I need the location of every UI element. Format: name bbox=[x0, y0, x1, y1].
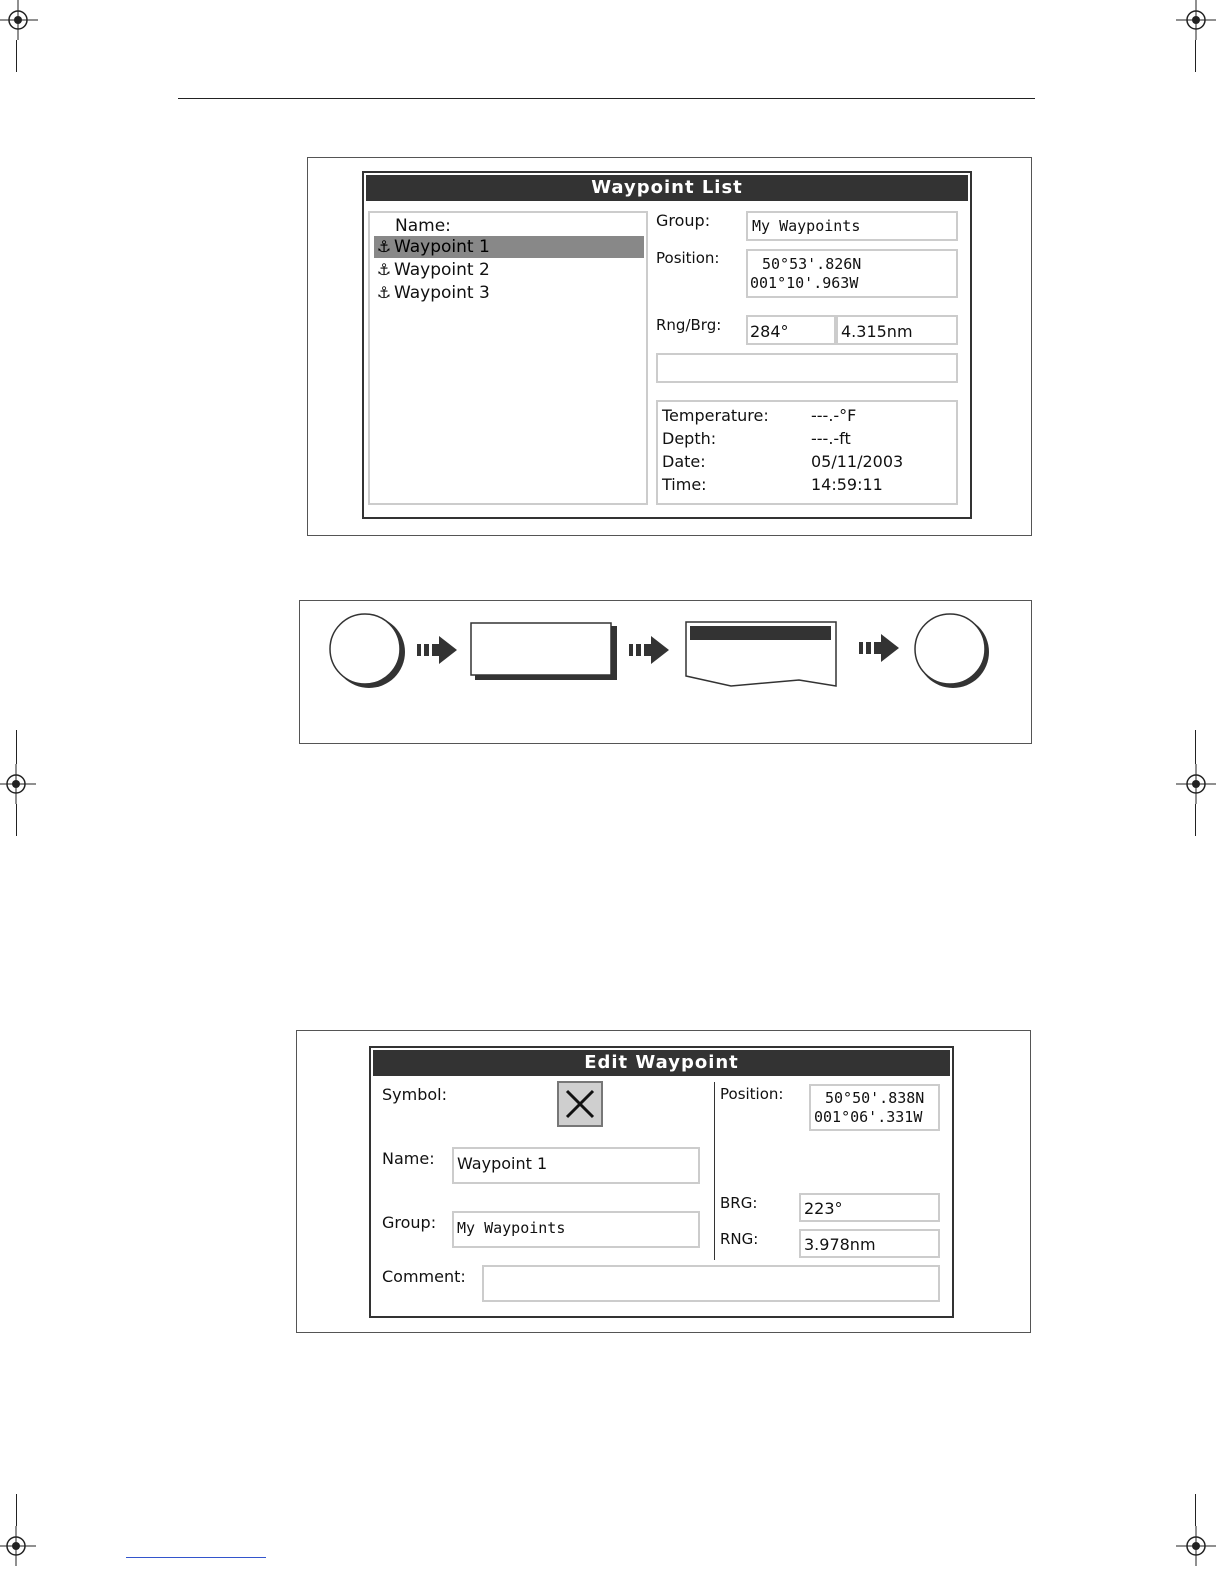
registration-mark-icon bbox=[0, 764, 36, 804]
anchor-icon: ⚓ bbox=[376, 237, 392, 256]
registration-mark-icon bbox=[1176, 1526, 1216, 1566]
comment-field[interactable] bbox=[482, 1265, 940, 1302]
bearing-label: BRG: bbox=[720, 1194, 758, 1212]
range-label: RNG: bbox=[720, 1230, 759, 1248]
range-value: 4.315nm bbox=[841, 322, 913, 341]
bearing-field[interactable] bbox=[746, 315, 836, 345]
header-rule bbox=[178, 98, 1035, 99]
symbol-button[interactable] bbox=[557, 1081, 603, 1127]
menu-dialog-icon bbox=[686, 622, 836, 686]
position-longitude: 001°10'.963W bbox=[750, 274, 859, 292]
flow-diagram bbox=[299, 600, 1032, 744]
registration-mark-icon bbox=[1176, 0, 1216, 40]
group-label: Group: bbox=[656, 211, 711, 230]
position-field[interactable] bbox=[746, 249, 958, 298]
position-field[interactable] bbox=[809, 1084, 940, 1131]
date-value: 05/11/2003 bbox=[811, 452, 904, 471]
depth-label: Depth: bbox=[662, 429, 717, 448]
name-field[interactable] bbox=[452, 1147, 700, 1184]
crop-line bbox=[1195, 804, 1196, 836]
list-item-label: Waypoint 2 bbox=[394, 260, 490, 280]
arrow-right-icon bbox=[629, 636, 669, 664]
dialog-title: Edit Waypoint bbox=[373, 1050, 950, 1076]
position-longitude: 001°06'.331W bbox=[814, 1108, 923, 1126]
bearing-value: 223° bbox=[804, 1199, 843, 1218]
position-latitude: 50°50'.838N bbox=[825, 1089, 925, 1107]
group-value: My Waypoints bbox=[752, 217, 861, 235]
temperature-label: Temperature: bbox=[662, 406, 769, 425]
x-symbol-icon bbox=[559, 1083, 601, 1125]
column-divider bbox=[714, 1082, 715, 1260]
bearing-value: 284° bbox=[750, 322, 789, 341]
crop-line bbox=[16, 804, 17, 836]
group-label: Group: bbox=[382, 1213, 437, 1232]
time-label: Time: bbox=[662, 475, 707, 494]
edit-waypoint-dialog bbox=[369, 1046, 954, 1318]
list-item[interactable] bbox=[374, 259, 644, 281]
comment-field[interactable] bbox=[656, 353, 958, 383]
registration-mark-icon bbox=[1176, 764, 1216, 804]
name-value: Waypoint 1 bbox=[457, 1154, 548, 1173]
depth-value: ---.-ft bbox=[811, 429, 851, 448]
comment-label: Comment: bbox=[382, 1267, 466, 1286]
bearing-field[interactable] bbox=[799, 1193, 940, 1222]
symbol-label: Symbol: bbox=[382, 1085, 447, 1104]
crop-line bbox=[16, 730, 17, 764]
name-label: Name: bbox=[382, 1149, 435, 1168]
waypoint-name-list[interactable] bbox=[368, 211, 648, 505]
range-field[interactable] bbox=[799, 1229, 940, 1258]
position-label: Position: bbox=[656, 249, 720, 267]
temperature-value: ---.-°F bbox=[811, 406, 857, 425]
list-item-label: Waypoint 3 bbox=[394, 283, 490, 303]
range-value: 3.978nm bbox=[804, 1235, 876, 1254]
anchor-icon: ⚓ bbox=[376, 283, 392, 302]
position-latitude: 50°53'.826N bbox=[762, 255, 862, 273]
crop-line bbox=[1195, 730, 1196, 764]
name-column-header: Name: bbox=[395, 216, 451, 236]
waypoint-list-dialog bbox=[362, 171, 972, 519]
group-value: My Waypoints bbox=[457, 1219, 566, 1237]
round-button-icon bbox=[915, 614, 989, 688]
anchor-icon: ⚓ bbox=[376, 260, 392, 279]
list-item-label: Waypoint 1 bbox=[394, 237, 490, 257]
round-button-icon bbox=[330, 614, 405, 688]
crop-line bbox=[1195, 40, 1196, 72]
registration-mark-icon bbox=[0, 1526, 36, 1566]
arrow-right-icon bbox=[859, 634, 899, 662]
registration-mark-icon bbox=[0, 0, 38, 40]
softkey-icon bbox=[471, 623, 617, 680]
rng-brg-label: Rng/Brg: bbox=[656, 316, 722, 334]
group-field[interactable] bbox=[452, 1211, 700, 1248]
arrow-right-icon bbox=[417, 636, 457, 664]
crop-line bbox=[16, 40, 17, 72]
list-item[interactable] bbox=[374, 282, 644, 304]
footer-link-underline bbox=[126, 1557, 266, 1558]
dialog-title: Waypoint List bbox=[366, 175, 968, 201]
group-field[interactable] bbox=[746, 211, 958, 241]
time-value: 14:59:11 bbox=[811, 475, 883, 494]
crop-line bbox=[1195, 1494, 1196, 1526]
date-label: Date: bbox=[662, 452, 706, 471]
position-label: Position: bbox=[720, 1085, 784, 1103]
crop-line bbox=[16, 1494, 17, 1526]
list-item[interactable] bbox=[374, 236, 644, 258]
info-panel bbox=[656, 400, 958, 505]
range-field[interactable] bbox=[836, 315, 958, 345]
